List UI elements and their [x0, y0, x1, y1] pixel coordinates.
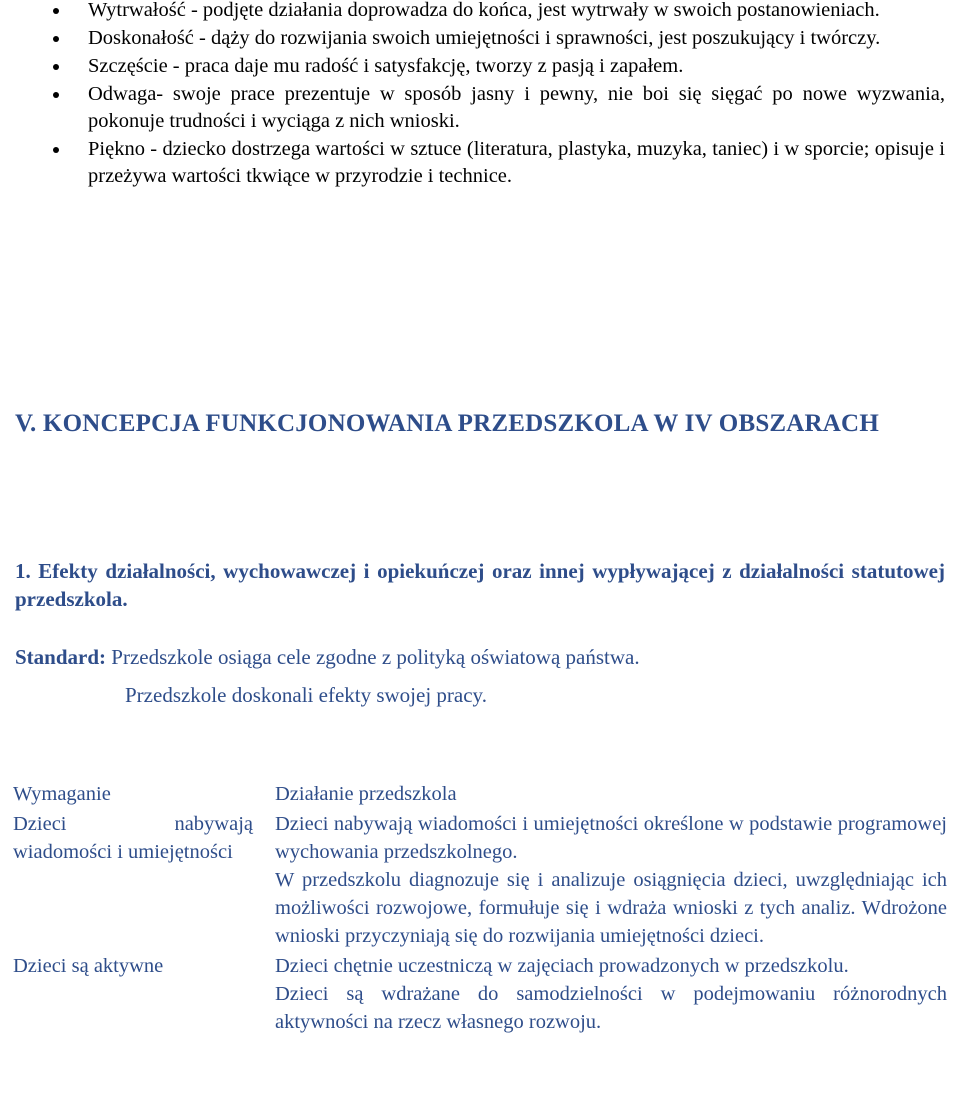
standard-statement	[15, 643, 640, 671]
action-cell	[263, 808, 947, 950]
list-item-text: Piękno - dziecko dostrzega wartości w sztuce (literatura, plastyka, muzyka, taniec) i w sporcie; opisuje i przeżywa wartości tkwiące w przyrodzie i technice.	[88, 138, 945, 187]
bullet-icon	[53, 92, 59, 98]
requirement-cell: Dzieci nabywają wiadomości i umiejętności	[13, 813, 253, 863]
list-item	[52, 53, 945, 80]
standard-label: Standard:	[15, 645, 107, 669]
header-action: Działanie przedszkola	[275, 783, 457, 805]
list-item	[52, 0, 945, 24]
list-item-text: Szczęście - praca daje mu radość i satysfakcję, tworzy z pasją i zapałem.	[88, 55, 684, 77]
action-paragraph: Dzieci nabywają wiadomości i umiejętności określone w podstawie programowej wychowania przedszkolnego.	[275, 813, 947, 863]
bullet-icon	[53, 36, 59, 42]
bullet-icon	[53, 8, 59, 14]
standard-text: Przedszkole osiąga cele zgodne z polityką oświatową państwa.	[106, 645, 640, 669]
list-item	[52, 81, 945, 135]
table-row	[13, 808, 947, 950]
section-title: V. KONCEPCJA FUNKCJONOWANIA PRZEDSZKOLA W IV OBSZARACH	[15, 410, 879, 437]
action-paragraph: W przedszkolu diagnozuje się i analizuje osiągnięcia dzieci, uwzględniając ich możliwości rozwojowe, formułuje się i wdraża wnioski z tych analiz. Wdrożone wnioski przyczyniają się do rozwijania umiejętności dzieci.	[275, 869, 947, 947]
subsection-heading: 1. Efekty działalności, wychowawczej i opiekuńczej oraz innej wypływającej z działalności statutowej przedszkola.	[15, 559, 945, 611]
bullet-icon	[53, 147, 59, 153]
list-item-text: Odwaga- swoje prace prezentuje w sposób jasny i pewny, nie boi się sięgać po nowe wyzwania, pokonuje trudności i wyciąga z nich wnioski.	[88, 83, 945, 132]
list-item-text: Wytrwałość - podjęte działania doprowadza do końca, jest wytrwały w swoich postanowieniach.	[88, 0, 880, 21]
requirement-cell: Dzieci są aktywne	[13, 955, 164, 977]
action-cell	[263, 950, 947, 1036]
bullet-icon	[53, 64, 59, 70]
values-bullet-list	[52, 0, 945, 191]
table-row	[13, 950, 947, 1036]
table-header-row	[13, 780, 947, 808]
list-item-text: Doskonałość - dąży do rozwijania swoich umiejętności i sprawności, jest poszukujący i twórczy.	[88, 27, 881, 49]
action-paragraph: Dzieci chętnie uczestniczą w zajęciach prowadzonych w przedszkolu.	[275, 955, 849, 977]
list-item	[52, 136, 945, 190]
list-item	[52, 25, 945, 52]
requirements-table	[13, 780, 947, 1036]
header-requirement: Wymaganie	[13, 783, 111, 805]
action-paragraph: Dzieci są wdrażane do samodzielności w podejmowaniu różnorodnych aktywności na rzecz własnego rozwoju.	[275, 983, 947, 1033]
standard-statement-continued: Przedszkole doskonali efekty swojej pracy.	[125, 683, 487, 707]
